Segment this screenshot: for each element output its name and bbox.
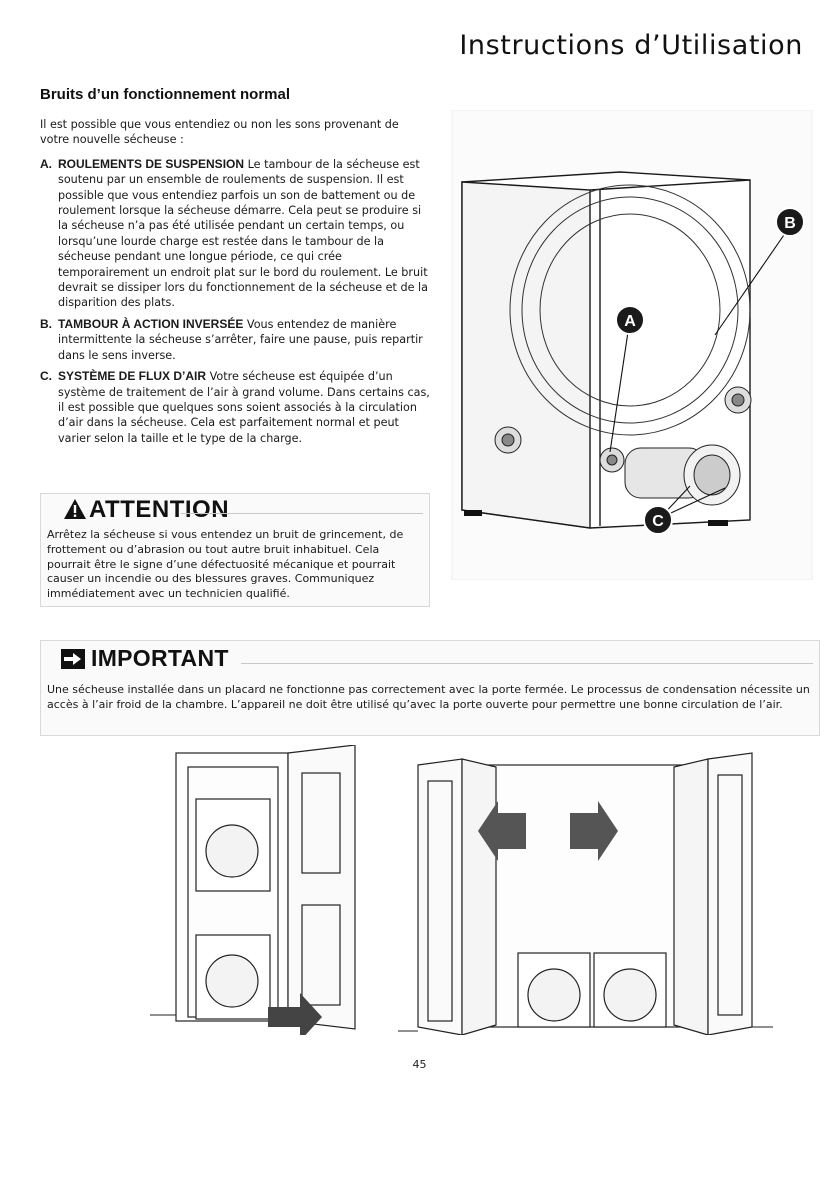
item-title: SYSTÈME DE FLUX D’AIR [58,369,207,384]
left-door-panel-outer [418,759,462,1035]
attention-heading-text: ATTENTION [89,496,230,523]
item-title: ROULEMENTS DE SUSPENSION [58,156,245,171]
item-airflow-system [40,369,430,446]
item-text: Votre sécheuse est équipée d’un système de traitement de l’air à grand volume. Dans certains cas, il est possible que quelques sons soient associés à la circulation d’air dans la sécheuse. Cela est parfaitement normal et peut varier selon la taille et le type de la charge. [58,370,430,445]
important-arrow-icon [61,648,85,675]
item-title: TAMBOUR À ACTION INVERSÉE [58,316,244,331]
closet-door [288,745,355,1029]
callout-a [616,306,644,334]
important-divider [241,663,813,664]
closet-open-door-illustration [150,745,360,1035]
attention-text: Arrêtez la sécheuse si vous entendez un bruit de grincement, de frottement ou d’abrasion ou tout autre bruit inhabituel. Cela pourrait être le signe d’une défectuosité mécanique et pourrait causer un incendie ou des blessures graves. Communiquez immédiatement avec un technicien qualifié. [47,528,404,601]
dryer-illustration [450,110,815,580]
page-header-title: Instructions d’Utilisation [459,30,803,61]
callout-label-b: B [784,215,796,232]
attention-warning-box [40,493,430,607]
blower-fan [625,445,740,505]
item-suspension-bearings [40,157,430,311]
normal-sounds-section [40,86,430,452]
item-reversing-drum [40,317,430,363]
important-text: Une sécheuse installée dans un placard ne fonctionne pas correctement avec la porte fermée. Le processus de condensation nécessite un accès à l’air froid de la chambre. L’appareil ne doit être utilisé qu’avec la porte ouverte pour permettre une bonne circulation de l’air. [47,683,810,711]
item-letter: B. [40,316,52,331]
item-letter: A. [40,156,52,171]
item-text: Le tambour de la sécheuse est soutenu par un ensemble de roulements de suspension. Il est possible que vous entendiez parfois un son de battement ou de roulement lorsque la sécheuse démarre. Cela peut se produire si la sécheuse n’a pas été utilisée pendant un certain temps, ou lorsqu’une lourde charge est restée dans le tambour de la sécheuse pendant une longue période, ce qui crée temporairement un endroit plat sur le bord du roulement. Le bruit devrait se dissiper lors du fonctionnement de la sécheuse et de la disparition des plats. [58,157,429,310]
callout-b [776,208,804,236]
callout-c [644,506,672,534]
right-door-panel-outer [708,753,752,1035]
important-notice-box [40,640,820,736]
warning-triangle-icon [63,498,87,527]
important-heading [61,645,229,675]
item-text: Vous entendez de manière intermittente la sécheuse s’arrêter, faire une pause, puis repartir dans le sens inverse. [58,317,423,362]
closet-bifold-doors-illustration [398,745,773,1035]
attention-heading [63,496,229,527]
attention-divider [181,513,423,514]
callout-label-c: C [652,513,664,530]
right-door-panel-inner [674,759,708,1035]
left-door-panel-inner [462,759,496,1035]
section-title: Bruits d’un fonctionnement normal [40,86,290,103]
page-number: 45 [412,1058,427,1071]
section-intro: Il est possible que vous entendiez ou non les sons provenant de votre nouvelle sécheuse : [40,118,399,147]
important-heading-text: IMPORTANT [91,645,229,671]
item-letter: C. [40,369,52,384]
callout-label-a: A [624,313,636,330]
